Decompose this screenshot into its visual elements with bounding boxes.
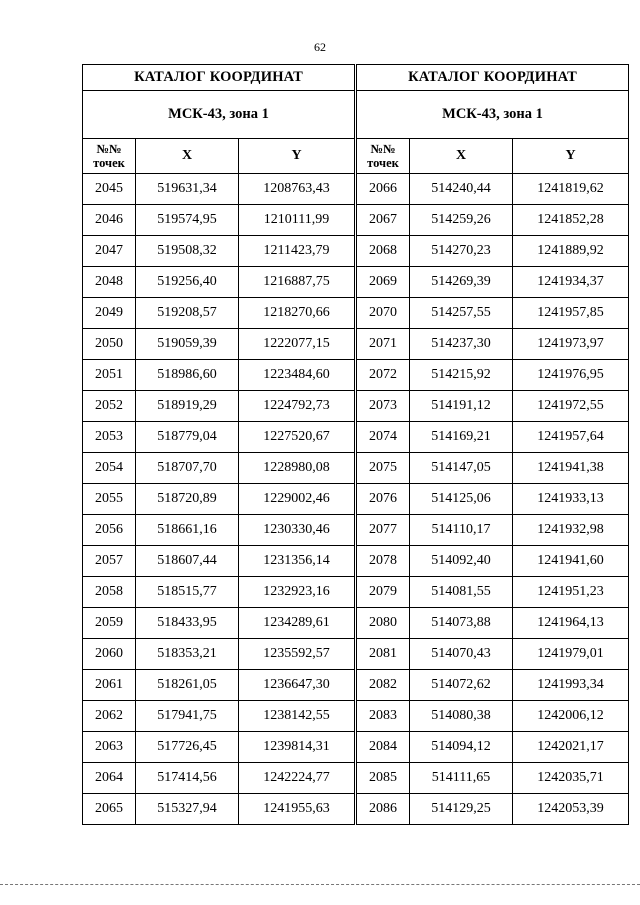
point-number-cell: 2074 [357,422,410,453]
x-coordinate-cell: 518919,29 [136,391,239,422]
y-coordinate-cell: 1238142,55 [239,701,355,732]
y-coordinate-cell: 1216887,75 [239,267,355,298]
coordinate-catalog-table-left [82,64,355,825]
point-number-cell: 2080 [357,608,410,639]
point-number-cell: 2077 [357,515,410,546]
table-row [83,453,355,484]
y-coordinate-cell: 1242224,77 [239,763,355,794]
table-row [83,360,355,391]
x-coordinate-cell: 514169,21 [410,422,513,453]
x-coordinate-cell: 518720,89 [136,484,239,515]
column-header-x: X [410,139,513,174]
x-coordinate-cell: 514270,23 [410,236,513,267]
table-row [357,267,629,298]
table-row [83,794,355,825]
point-number-cell: 2062 [83,701,136,732]
point-number-cell: 2057 [83,546,136,577]
coordinate-catalog-table-right [356,64,629,825]
table-row [357,577,629,608]
x-coordinate-cell: 517726,45 [136,732,239,763]
point-number-cell: 2070 [357,298,410,329]
point-number-cell: 2051 [83,360,136,391]
x-coordinate-cell: 519508,32 [136,236,239,267]
y-coordinate-cell: 1241951,23 [513,577,629,608]
x-coordinate-cell: 514240,44 [410,174,513,205]
column-header-x: X [136,139,239,174]
table-row [357,484,629,515]
table-row [83,639,355,670]
y-coordinate-cell: 1231356,14 [239,546,355,577]
table-row [357,453,629,484]
table-row [83,391,355,422]
catalog-zone: МСК-43, зона 1 [83,91,355,139]
point-number-cell: 2081 [357,639,410,670]
x-coordinate-cell: 514215,92 [410,360,513,391]
point-number-cell: 2082 [357,670,410,701]
point-number-cell: 2048 [83,267,136,298]
table-row [357,329,629,360]
x-coordinate-cell: 518515,77 [136,577,239,608]
column-header-y: Y [239,139,355,174]
table-row [83,174,355,205]
x-coordinate-cell: 514080,38 [410,701,513,732]
point-number-cell: 2063 [83,732,136,763]
x-coordinate-cell: 519631,34 [136,174,239,205]
table-row [83,236,355,267]
x-coordinate-cell: 514070,43 [410,639,513,670]
point-number-cell: 2076 [357,484,410,515]
y-coordinate-cell: 1236647,30 [239,670,355,701]
point-number-cell: 2075 [357,453,410,484]
y-coordinate-cell: 1241973,97 [513,329,629,360]
point-number-cell: 2079 [357,577,410,608]
x-coordinate-cell: 518986,60 [136,360,239,391]
point-number-cell: 2078 [357,546,410,577]
table-row [83,484,355,515]
table-row [357,732,629,763]
point-number-cell: 2066 [357,174,410,205]
table-row [357,701,629,732]
point-number-cell: 2061 [83,670,136,701]
table-row [357,546,629,577]
point-number-cell: 2086 [357,794,410,825]
x-coordinate-cell: 514257,55 [410,298,513,329]
point-number-cell: 2046 [83,205,136,236]
table-row [83,577,355,608]
y-coordinate-cell: 1241852,28 [513,205,629,236]
x-coordinate-cell: 519208,57 [136,298,239,329]
x-coordinate-cell: 514125,06 [410,484,513,515]
x-coordinate-cell: 517941,75 [136,701,239,732]
column-header-y: Y [513,139,629,174]
y-coordinate-cell: 1234289,61 [239,608,355,639]
y-coordinate-cell: 1241957,85 [513,298,629,329]
y-coordinate-cell: 1241889,92 [513,236,629,267]
y-coordinate-cell: 1241957,64 [513,422,629,453]
x-coordinate-cell: 519059,39 [136,329,239,360]
y-coordinate-cell: 1242006,12 [513,701,629,732]
point-number-cell: 2072 [357,360,410,391]
y-coordinate-cell: 1211423,79 [239,236,355,267]
point-number-cell: 2056 [83,515,136,546]
x-coordinate-cell: 514072,62 [410,670,513,701]
y-coordinate-cell: 1229002,46 [239,484,355,515]
point-number-cell: 2069 [357,267,410,298]
point-number-cell: 2047 [83,236,136,267]
table-row [357,174,629,205]
column-header-point-number: №№ точек [357,139,410,174]
x-coordinate-cell: 514129,25 [410,794,513,825]
point-number-cell: 2058 [83,577,136,608]
y-coordinate-cell: 1241972,55 [513,391,629,422]
y-coordinate-cell: 1241993,34 [513,670,629,701]
table-row [357,608,629,639]
table-row [357,515,629,546]
x-coordinate-cell: 517414,56 [136,763,239,794]
x-coordinate-cell: 518433,95 [136,608,239,639]
y-coordinate-cell: 1241933,13 [513,484,629,515]
x-coordinate-cell: 514259,26 [410,205,513,236]
point-number-cell: 2085 [357,763,410,794]
table-row [83,670,355,701]
table-row [357,360,629,391]
x-coordinate-cell: 515327,94 [136,794,239,825]
y-coordinate-cell: 1242053,39 [513,794,629,825]
y-coordinate-cell: 1224792,73 [239,391,355,422]
y-coordinate-cell: 1235592,57 [239,639,355,670]
x-coordinate-cell: 518261,05 [136,670,239,701]
x-coordinate-cell: 519256,40 [136,267,239,298]
point-number-cell: 2055 [83,484,136,515]
y-coordinate-cell: 1241941,60 [513,546,629,577]
y-coordinate-cell: 1222077,15 [239,329,355,360]
y-coordinate-cell: 1241976,95 [513,360,629,391]
table-row [357,236,629,267]
y-coordinate-cell: 1230330,46 [239,515,355,546]
y-coordinate-cell: 1242021,17 [513,732,629,763]
x-coordinate-cell: 514147,05 [410,453,513,484]
table-row [83,205,355,236]
y-coordinate-cell: 1241964,13 [513,608,629,639]
catalog-title: КАТАЛОГ КООРДИНАТ [357,65,629,91]
table-row [357,298,629,329]
y-coordinate-cell: 1241955,63 [239,794,355,825]
table-row [357,639,629,670]
point-number-cell: 2067 [357,205,410,236]
y-coordinate-cell: 1241934,37 [513,267,629,298]
y-coordinate-cell: 1227520,67 [239,422,355,453]
catalog-zone: МСК-43, зона 1 [357,91,629,139]
table-row [83,267,355,298]
x-coordinate-cell: 514269,39 [410,267,513,298]
x-coordinate-cell: 518353,21 [136,639,239,670]
table-row [357,422,629,453]
x-coordinate-cell: 514110,17 [410,515,513,546]
table-row [357,794,629,825]
point-number-cell: 2071 [357,329,410,360]
table-row [83,546,355,577]
x-coordinate-cell: 514237,30 [410,329,513,360]
y-coordinate-cell: 1232923,16 [239,577,355,608]
point-number-cell: 2053 [83,422,136,453]
y-coordinate-cell: 1228980,08 [239,453,355,484]
table-row [357,391,629,422]
point-number-cell: 2068 [357,236,410,267]
x-coordinate-cell: 514191,12 [410,391,513,422]
point-number-cell: 2050 [83,329,136,360]
x-coordinate-cell: 514092,40 [410,546,513,577]
y-coordinate-cell: 1223484,60 [239,360,355,391]
point-number-cell: 2073 [357,391,410,422]
x-coordinate-cell: 514111,65 [410,763,513,794]
table-row [83,515,355,546]
y-coordinate-cell: 1241932,98 [513,515,629,546]
table-row [357,205,629,236]
x-coordinate-cell: 514081,55 [410,577,513,608]
y-coordinate-cell: 1242035,71 [513,763,629,794]
point-number-cell: 2052 [83,391,136,422]
point-number-cell: 2060 [83,639,136,670]
catalog-title: КАТАЛОГ КООРДИНАТ [83,65,355,91]
table-row [357,763,629,794]
point-number-cell: 2084 [357,732,410,763]
table-row [357,670,629,701]
column-header-point-number: №№ точек [83,139,136,174]
x-coordinate-cell: 518707,70 [136,453,239,484]
y-coordinate-cell: 1241819,62 [513,174,629,205]
point-number-cell: 2054 [83,453,136,484]
table-row [83,763,355,794]
x-coordinate-cell: 518779,04 [136,422,239,453]
page-number: 62 [314,40,326,54]
point-number-cell: 2064 [83,763,136,794]
footer-divider [0,884,640,885]
table-row [83,422,355,453]
point-number-cell: 2083 [357,701,410,732]
point-number-cell: 2045 [83,174,136,205]
table-row [83,732,355,763]
x-coordinate-cell: 514094,12 [410,732,513,763]
y-coordinate-cell: 1218270,66 [239,298,355,329]
y-coordinate-cell: 1210111,99 [239,205,355,236]
y-coordinate-cell: 1241979,01 [513,639,629,670]
table-row [83,701,355,732]
y-coordinate-cell: 1239814,31 [239,732,355,763]
table-row [83,329,355,360]
x-coordinate-cell: 519574,95 [136,205,239,236]
point-number-cell: 2059 [83,608,136,639]
x-coordinate-cell: 514073,88 [410,608,513,639]
x-coordinate-cell: 518607,44 [136,546,239,577]
table-row [83,298,355,329]
point-number-cell: 2065 [83,794,136,825]
table-row [83,608,355,639]
point-number-cell: 2049 [83,298,136,329]
x-coordinate-cell: 518661,16 [136,515,239,546]
y-coordinate-cell: 1241941,38 [513,453,629,484]
y-coordinate-cell: 1208763,43 [239,174,355,205]
